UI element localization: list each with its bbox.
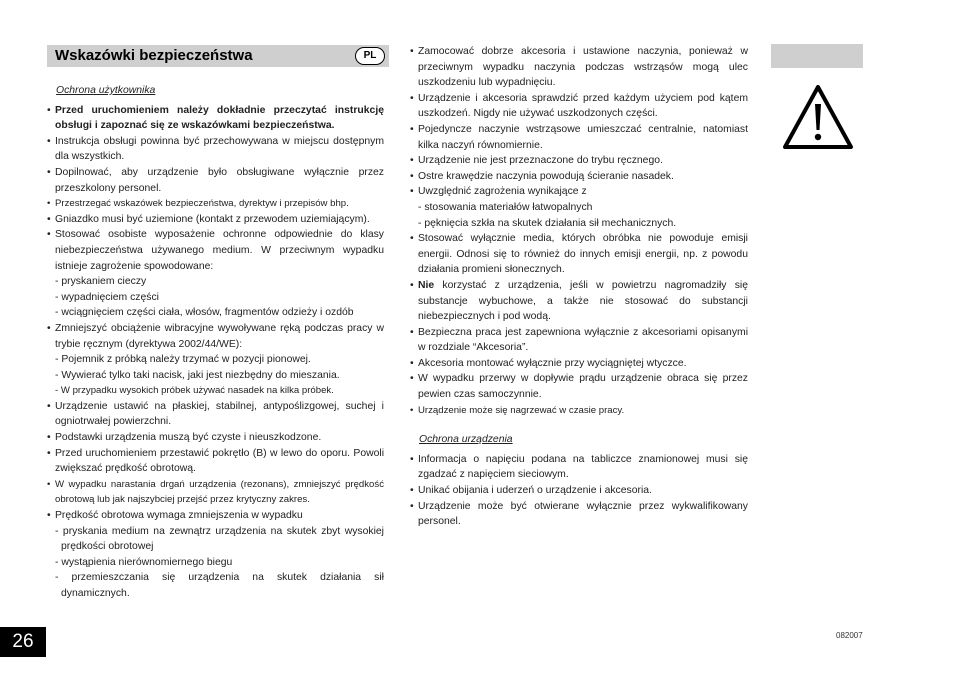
list-item: • Stosować osobiste wyposażenie ochronne odpowiednie do klasy niebezpieczeństwa używanego medium. W przeciwnym wypadku istnieje zagrożenie spowodowane: [47,227,384,274]
page-number: 26 [0,627,46,657]
list-item: • Prędkość obrotowa wymaga zmniejszenia w wypadku [47,508,384,524]
sub-item: - pęknięcia szkła na skutek działania sił mechanicznych. [418,217,677,229]
list-item: • W wypadku narastania drgań urządzenia (rezonans), zmniejszyć prędkość obrotową lub jak najszybciej przejść przez krytyczny zakres. [47,477,384,508]
list-item: • Stosować wyłącznie media, których obróbka nie powoduje emisji energii. Odnosi się to również do innych emisji energii, np. z powodu działania promieni słonecznych. [410,231,748,278]
sub-item: - wypadnięciem części [55,291,159,303]
list-item: • Podstawki urządzenia muszą być czyste i nieuszkodzone. [47,430,384,446]
sub-item: - wystąpienia nierównomiernego biegu [55,556,233,568]
sub-item: - Pojemnik z próbką należy trzymać w pozycji pionowej. [55,354,311,366]
list-item: • Urządzenie nie jest przeznaczone do trybu ręcznego. [410,153,748,169]
sub-item: - pryskaniem cieczy [55,276,147,288]
list-item: • Nie korzystać z urządzenia, jeśli w powietrzu nagromadziły się substancje wybuchowe, a także nie stosować do substancji niebezpiecznych i pod wodą. [410,278,748,325]
list-item: • Przed uruchomieniem należy dokładnie przeczytać instrukcję obsługi i zapoznać się ze wskazówkami bezpieczeństwa. [47,103,384,134]
list-item: • Pojedyncze naczynie wstrząsowe umieszczać centralnie, natomiast kilka naczyń równomiernie. [410,122,748,153]
sub-item: - Wywierać tylko taki nacisk, jaki jest niezbędny do mieszania. [55,369,340,381]
list-item: • Bezpieczna praca jest zapewniona wyłącznie z akcesoriami opisanymi w rozdziale “Akcesoria”. [410,325,748,356]
left-column [47,83,384,602]
list-item: • Urządzenie może być otwierane wyłącznie przez wykwalifikowany personel. [410,499,748,530]
language-badge: PL [355,47,385,65]
section-title: Wskazówki bezpieczeństwa [55,47,253,64]
list-item: • Przed uruchomieniem przestawić pokrętło (B) w lewo do oporu. Powoli zwiększać prędkość obrotową. [47,446,384,477]
list-item: • Urządzenie ustawić na płaskiej, stabilnej, antypoślizgowej, suchej i ogniotrwałej powierzchni. [47,399,384,430]
list-item: • Instrukcja obsługi powinna być przechowywana w miejscu dostępnym dla wszystkich. [47,134,384,165]
device-protection-heading: Ochrona urządzenia [419,434,513,446]
list-item: • Zmniejszyć obciążenie wibracyjne wywoływane ręką podczas pracy w trybie ręcznym (dyrektywa 2002/44/WE): [47,321,384,352]
user-protection-heading: Ochrona użytkownika [56,85,156,96]
list-item: • Uwzględnić zagrożenia wynikające z [410,184,748,200]
list-item: • Przestrzegać wskazówek bezpieczeństwa, dyrektyw i przepisów bhp. [47,196,384,212]
warning-triangle-icon [782,84,854,150]
document-code: 082007 [836,631,863,640]
emphasis-word: Nie [418,279,435,291]
right-column [410,44,748,530]
list-item: • Akcesoria montować wyłącznie przy wyciągniętej wtyczce. [410,356,748,372]
list-item: • Dopilnować, aby urządzenie było obsługiwane wyłącznie przez przeszkolony personel. [47,165,384,196]
list-item: • W wypadku przerwy w dopływie prądu urządzenie obraca się przez pewien czas samoczynnie. [410,371,748,402]
list-item: • Urządzenie może się nagrzewać w czasie pracy. [410,403,748,419]
list-item: • Zamocować dobrze akcesoria i ustawione naczynia, ponieważ w przeciwnym wypadku naczynia podczas wstrząsów mogą ulec uszkodzeniu lub wypadnięciu. [410,44,748,91]
list-item: • Urządzenie i akcesoria sprawdzić przed każdym użyciem pod kątem uszkodzeń. Nigdy nie używać uszkodzonych części. [410,91,748,122]
section-header-bar [47,45,389,67]
list-item: • Unikać obijania i uderzeń o urządzenie i akcesoria. [410,483,748,499]
list-item: • Informacja o napięciu podana na tabliczce znamionowej musi się zgadzać z napięciem sieciowym. [410,452,748,483]
sub-item: - W przypadku wysokich próbek używać nasadek na kilka próbek. [55,385,334,397]
sub-item: - przemieszczania się urządzenia na skutek działania sił dynamicznych. [55,572,384,599]
sub-item: - pryskania medium na zewnątrz urządzenia na skutek zbyt wysokiej prędkości obrotowej [55,525,384,553]
sub-item: - wciągnięciem części ciała, włosów, fragmentów odzieży i ozdób [55,307,354,319]
list-item: • Ostre krawędzie naczynia powodują ścieranie nasadek. [410,169,748,185]
list-item: • Gniazdko musi być uziemione (kontakt z przewodem uziemiającym). [47,212,384,228]
right-header-bar [771,44,863,68]
sub-item: - stosowania materiałów łatwopalnych [418,201,593,213]
